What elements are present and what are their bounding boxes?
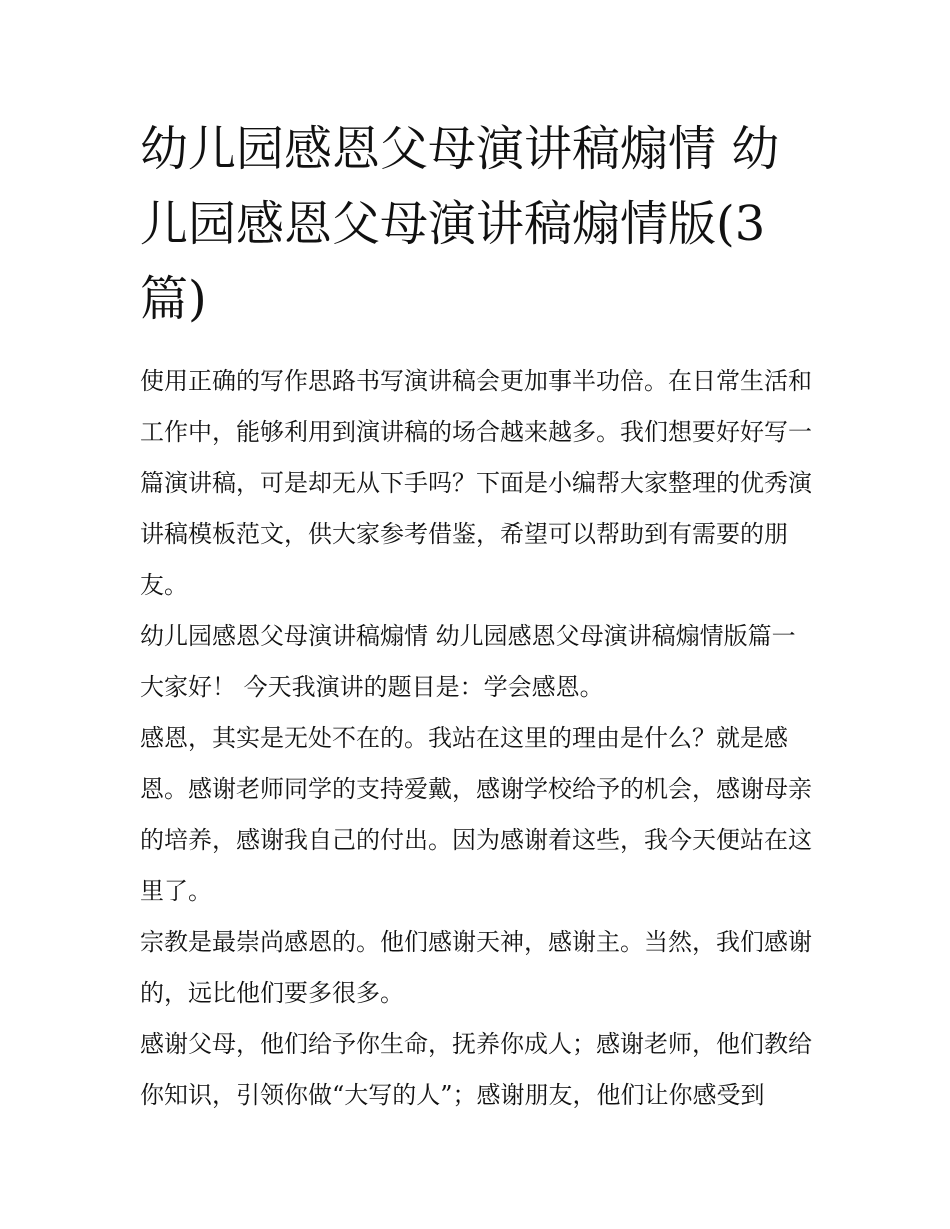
paragraph-thanks-parents: 感谢父母，他们给予你生命，抚养你成人；感谢老师，他们教给你知识，引领你做“大写的人”；感谢朋友，他们让你感受到 — [140, 1030, 812, 1109]
paragraph-heading-one: 幼儿园感恩父母演讲稿煽情 幼儿园感恩父母演讲稿煽情版篇一 大家好！ 今天我演讲的题目是：学会感恩。 — [140, 622, 796, 701]
paragraph-religion: 宗教是最崇尚感恩的。他们感谢天神，感谢主。当然，我们感谢的，远比他们要多很多。 — [140, 928, 812, 1007]
document-body — [140, 356, 812, 1121]
paragraph-gratitude: 感恩，其实是无处不在的。我站在这里的理由是什么？就是感恩。感谢老师同学的支持爱戴，感谢学校给予的机会，感谢母亲的培养，感谢我自己的付出。因为感谢着这些，我今天便站在这里了。 — [140, 724, 812, 905]
paragraph-intro: 使用正确的写作思路书写演讲稿会更加事半功倍。在日常生活和工作中，能够利用到演讲稿的场合越来越多。我们想要好好写一篇演讲稿，可是却无从下手吗？下面是小编帮大家整理的优秀演讲稿模板范文，供大家参考借鉴，希望可以帮助到有需要的朋友。 — [140, 367, 812, 599]
document-title: 幼儿园感恩父母演讲稿煽情 幼儿园感恩父母演讲稿煽情版(3篇) — [140, 121, 780, 327]
